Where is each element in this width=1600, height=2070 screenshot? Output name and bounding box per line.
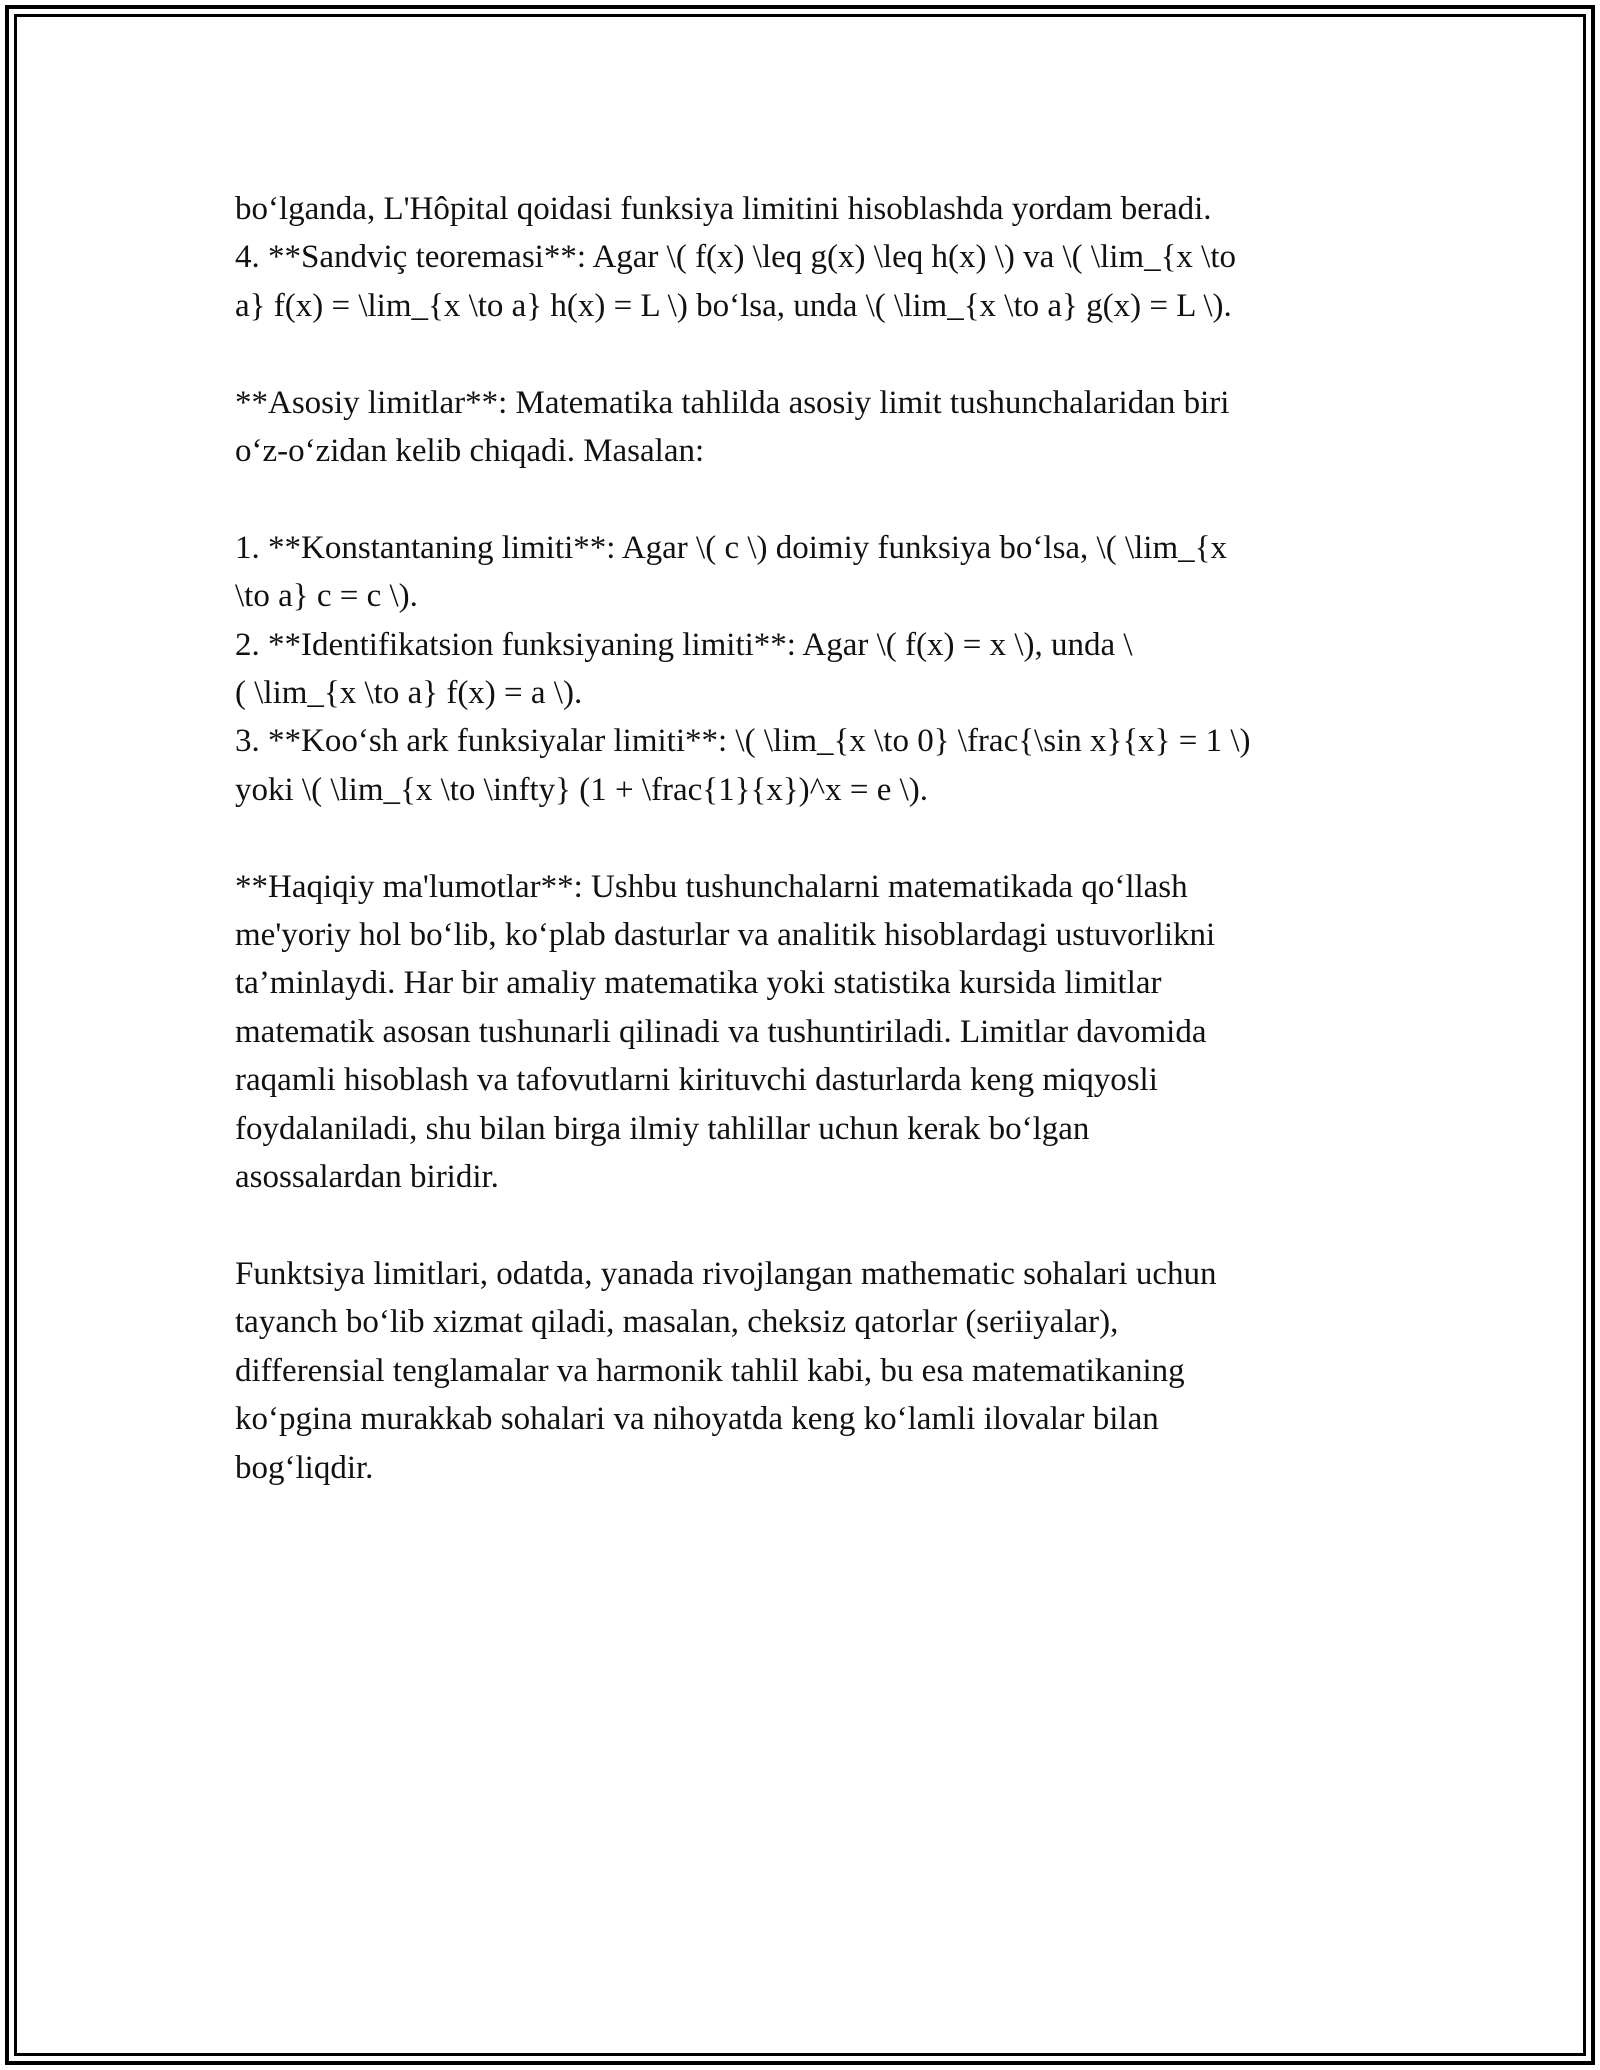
text-line: ko‘pgina murakkab sohalari va nihoyatda keng ko‘lamli ilovalar bilan <box>235 1401 1159 1438</box>
text-line: asossalardan biridir. <box>235 1159 499 1196</box>
text-line: bo‘lganda, L'Hôpital qoidasi funksiya limitini hisoblashda yordam beradi. <box>235 191 1212 227</box>
text-line: **Haqiqiy ma'lumotlar**: Ushbu tushunchalarni matematikada qo‘llash <box>235 868 1188 905</box>
text-line: 1. **Konstantaning limiti**: Agar \( c \) doimiy funksiya bo‘lsa, \( \lim_{x <box>235 529 1227 566</box>
text-line: 2. **Identifikatsion funksiyaning limiti**: Agar \( f(x) = x \), unda \ <box>235 626 1133 663</box>
text-line: tayanch bo‘lib xizmat qiladi, masalan, cheksiz qatorlar (seriiyalar), <box>235 1304 1119 1341</box>
text-line: o‘z-o‘zidan kelib chiqadi. Masalan: <box>235 433 705 470</box>
text-line: differensial tenglamalar va harmonik tahlil kabi, bu esa matematikaning <box>235 1352 1185 1389</box>
text-line: matematik asosan tushunarli qilinadi va tushuntiriladi. Limitlar davomida <box>235 1013 1207 1050</box>
text-line: a} f(x) = \lim_{x \to a} h(x) = L \) bo‘lsa, unda \( \lim_{x \to a} g(x) = L \). <box>235 287 1232 324</box>
text-line: Funktsiya limitlari, odatda, yanada rivojlangan mathematic sohalari uchun <box>235 1255 1217 1292</box>
text-line: \to a} c = c \). <box>235 578 418 615</box>
text-line: 3. **Koo‘sh ark funksiyalar limiti**: \( \lim_{x \to 0} \frac{\sin x}{x} = 1 \) <box>235 723 1251 760</box>
text-line: raqamli hisoblash va tafovutlarni kirituvchi dasturlarda keng miqyosli <box>235 1062 1158 1099</box>
text-line: me'yoriy hol bo‘lib, ko‘plab dasturlar va analitik hisoblardagi ustuvorlikni <box>235 917 1216 954</box>
paragraph-gap <box>235 330 1395 378</box>
text-line: bog‘liqdir. <box>235 1449 374 1486</box>
paragraph-gap <box>235 1201 1395 1249</box>
text-line: ta’minlaydi. Har bir amaliy matematika yoki statistika kursida limitlar <box>235 965 1162 1002</box>
text-line: ( \lim_{x \to a} f(x) = a \). <box>235 675 583 712</box>
document-body <box>235 185 1395 1492</box>
text-line: yoki \( \lim_{x \to \infty} (1 + \frac{1}{x})^x = e \). <box>235 771 929 808</box>
text-line: **Asosiy limitlar**: Matematika tahlilda asosiy limit tushunchalaridan biri <box>235 384 1230 421</box>
text-line: 4. **Sandviç teoremasi**: Agar \( f(x) \leq g(x) \leq h(x) \) va \( \lim_{x \to <box>235 239 1237 276</box>
text-line: foydalaniladi, shu bilan birga ilmiy tahlillar uchun kerak bo‘lgan <box>235 1110 1090 1147</box>
paragraph-gap <box>235 475 1395 523</box>
paragraph-gap <box>235 814 1395 862</box>
